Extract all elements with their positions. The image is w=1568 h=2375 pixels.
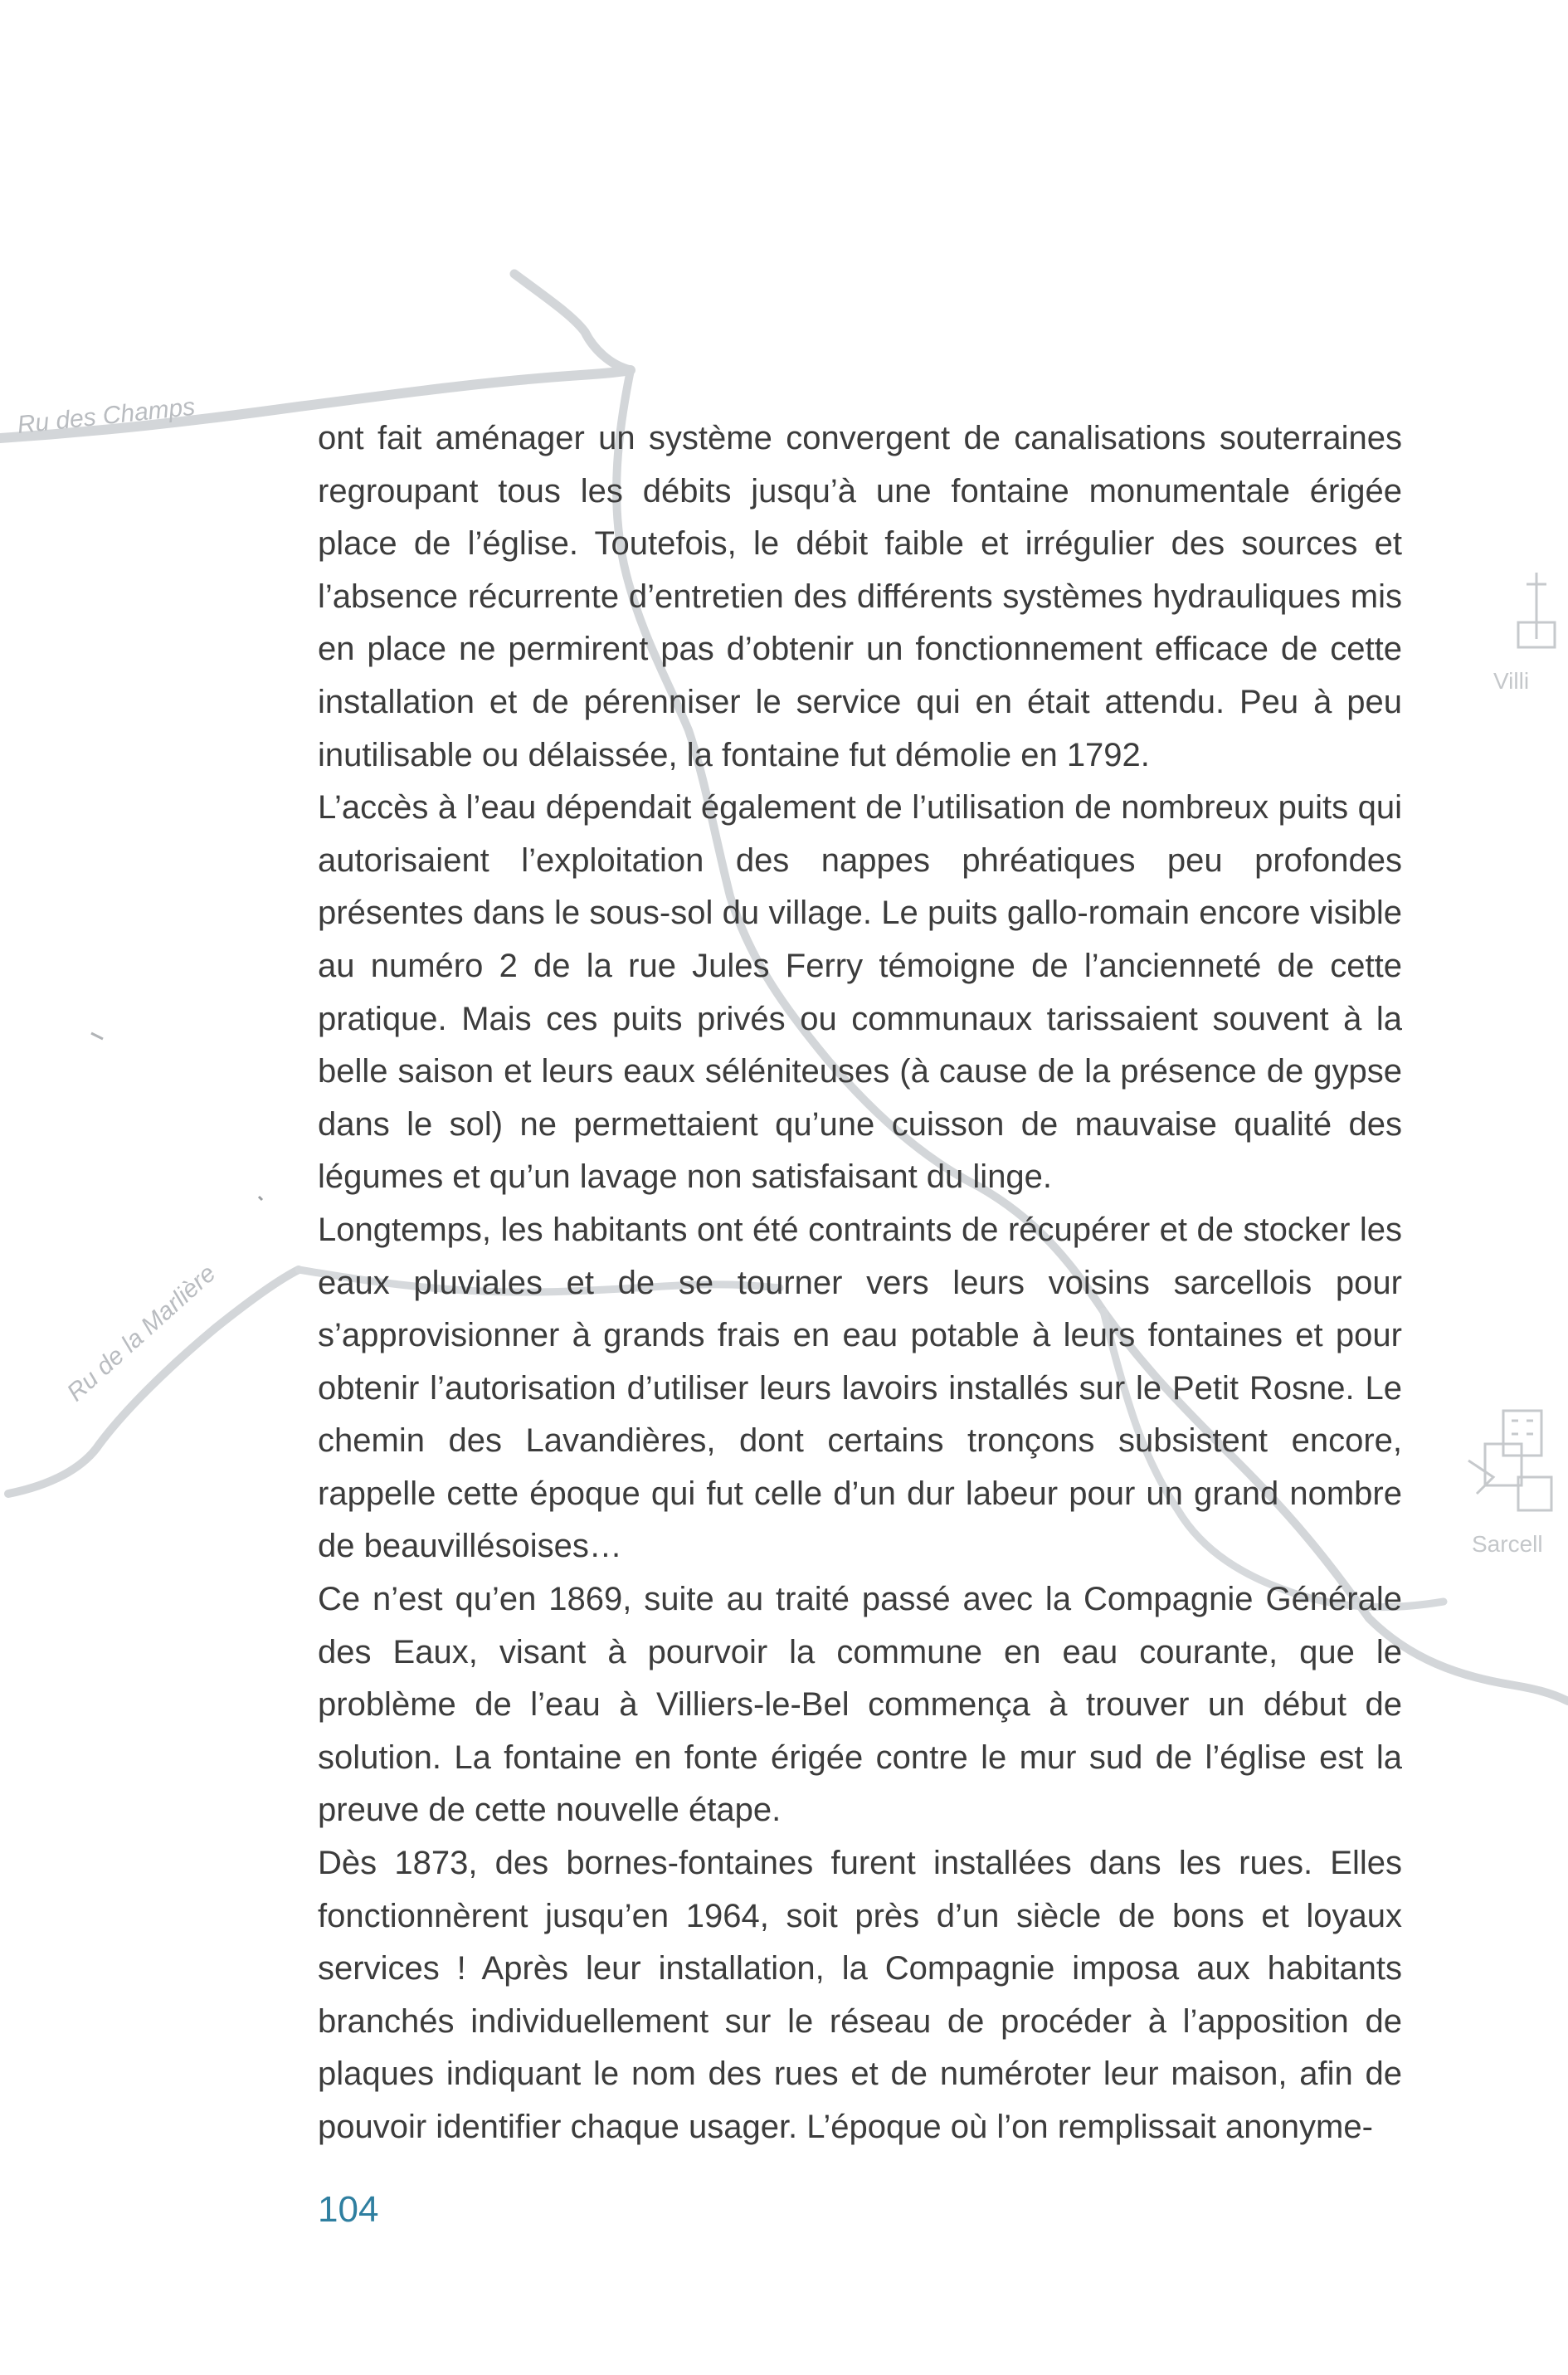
stream-ru-de-la-marliere [8,1270,299,1494]
map-mark-left [91,1033,103,1039]
church-icon [1518,573,1555,647]
map-mark-dot [259,1197,262,1200]
page-number: 104 [318,2189,379,2230]
town-icon [1468,1411,1551,1510]
map-label-ru-de-la-marliere: Ru de la Marlière [61,1259,222,1407]
paragraph: Ce n’est qu’en 1869, suite au traité passé avec la Compagnie Générale des Eaux, visant à pourvoir la commune en eau courante, que le problème de l’eau à Villiers-le-Bel commença à trouver un début de solution. La fontaine en fonte érigée contre le mur sud de l’église est la preuve de cette nouvelle étape. [318,1581,1402,1829]
paragraph: Longtemps, les habitants ont été contraints de récupérer et de stocker les eaux pluviales et de se tourner vers leurs voisins sarcellois pour s’approvisionner à grands frais en eau potable à leurs fontaines et pour obtenir l’autorisation d’utiliser leurs lavoirs installés sur le Petit Rosne. Le chemin des Lavandières, dont certains tronçons subsistent encore, rappelle cette époque qui fut celle d’un dur labeur pour un grand nombre de beauvillésoises… [318,1211,1402,1565]
map-label-sarcelles: Sarcell [1472,1531,1543,1557]
paragraph: ont fait aménager un système convergent de canalisations souterraines regroupant tous les débits jusqu’à une fontaine monumentale érigée place de l’église. Toutefois, le débit faible et irrégulier des sources et l’absence récurrente d’entretien des différents systèmes hydrauliques mis en place ne permirent pas d’obtenir un fonctionnement efficace de cette installation et de pérenniser le service qui en était attendu. Peu à peu inutilisable ou délaissée, la fontaine fut démolie en 1792. [318,420,1402,773]
map-label-ru-des-champs: Ru des Champs [16,393,197,439]
stream-north-tributary [514,274,631,370]
paragraph: L’accès à l’eau dépendait également de l’utilisation de nombreux puits qui autorisaient l’exploitation des nappes phréatiques peu profondes présentes dans le sous-sol du village. Le puits gallo-romain encore visible au numéro 2 de la rue Jules Ferry témoigne de l’ancienneté de cette pratique. Mais ces puits privés ou communaux tarissaient souvent à la belle saison et leurs eaux séléniteuses (à cause de la présence de gypse dans le sol) ne permettaient qu’une cuisson de mauvaise qualité des légumes et qu’un lavage non satisfaisant du linge. [318,789,1402,1196]
body-text [318,412,1402,2154]
map-label-villiers: Villi [1493,668,1530,694]
paragraph: Dès 1873, des bornes-fontaines furent installées dans les rues. Elles fonctionnèrent jusqu’en 1964, soit près d’un siècle de bons et loyaux services ! Après leur installation, la Compagnie imposa aux habitants branchés individuellement sur le réseau de procéder à l’apposition de plaques indiquant le nom des rues et de numéroter leur maison, afin de pouvoir identifier chaque usager. L’époque où l’on remplissait anonyme- [318,1845,1402,2145]
